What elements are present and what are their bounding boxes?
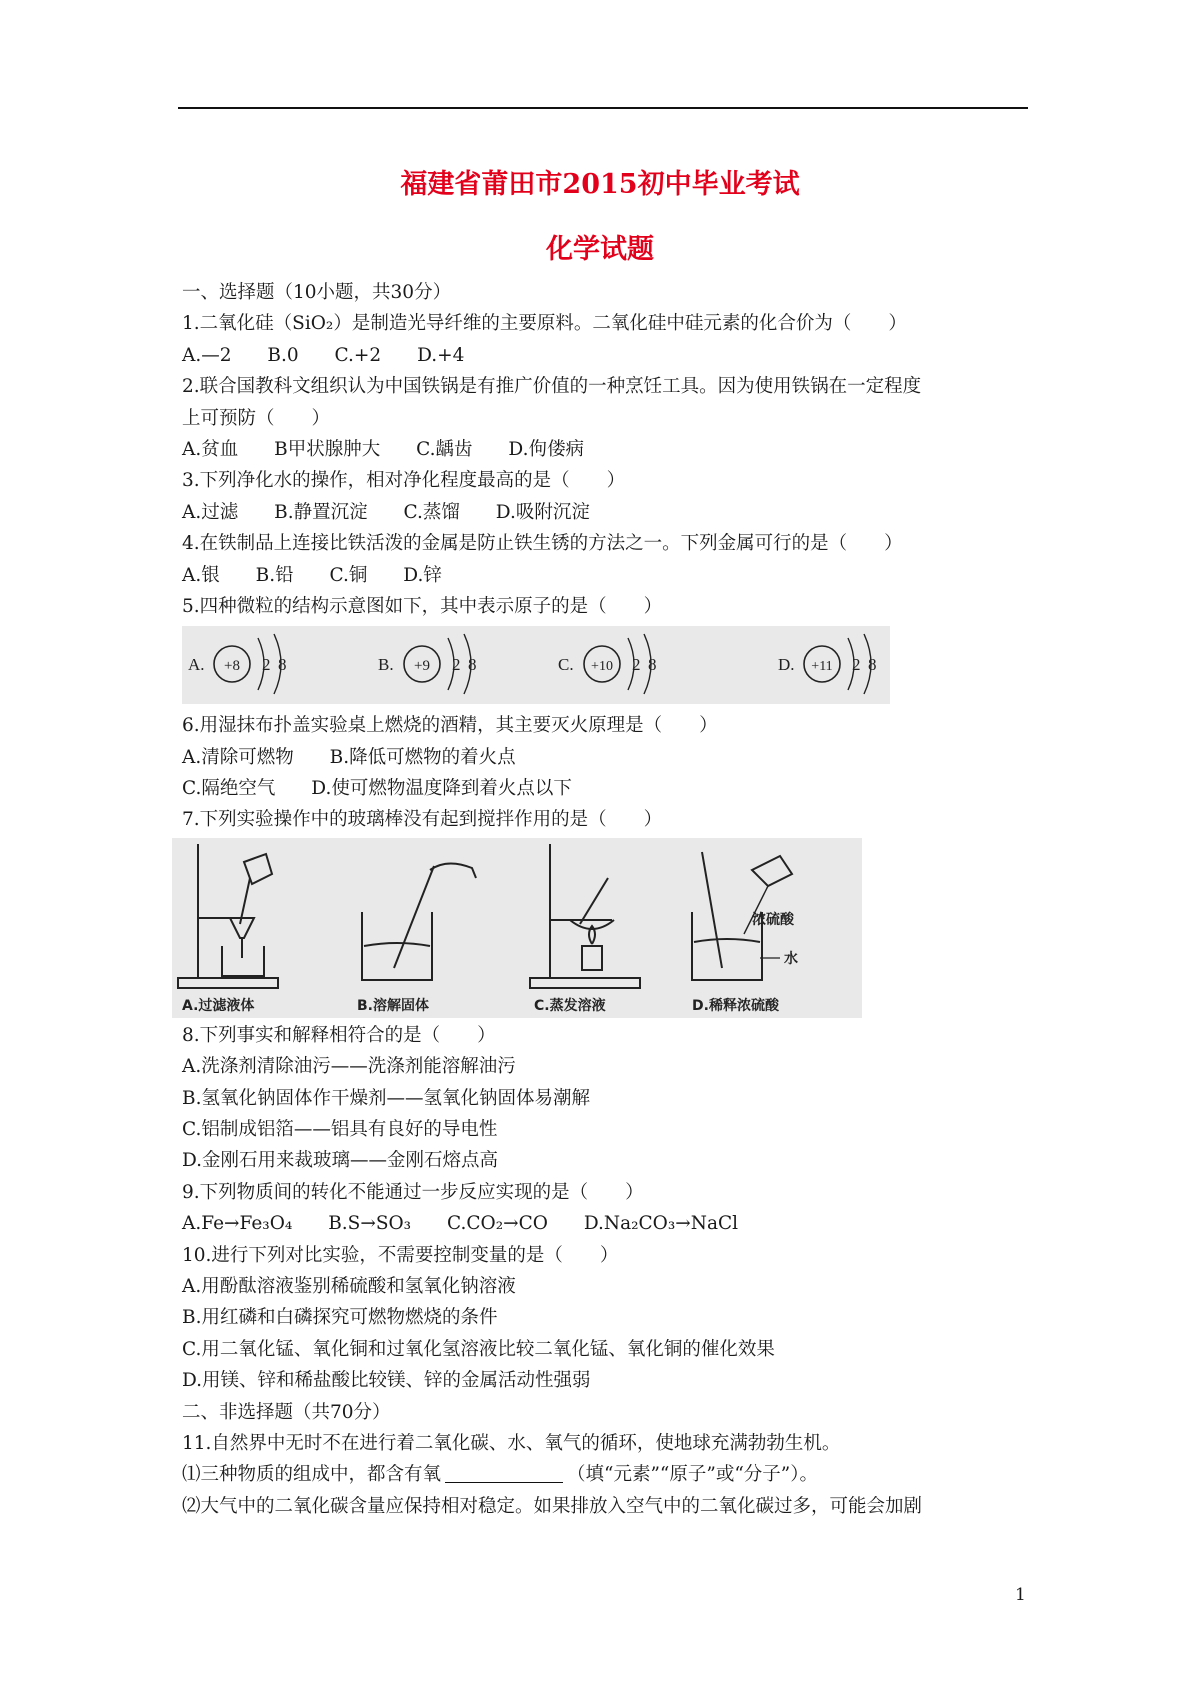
page-number: 1 (1015, 1585, 1026, 1605)
option: B.S→SO₃ (328, 1213, 412, 1235)
option: B甲状腺肿大 (274, 438, 381, 460)
nucleus-charge: +8 (224, 658, 240, 675)
option: C.用二氧化锰、氧化铜和过氧化氢溶液比较二氧化锰、氧化铜的催化效果 (182, 1338, 775, 1360)
shell-electrons: 8 (648, 655, 657, 675)
option: A.洗涤剂清除油污——洗涤剂能溶解油污 (182, 1056, 516, 1078)
option: C.CO₂→CO (447, 1213, 548, 1235)
option-row (182, 434, 1030, 465)
option: B.氢氧化钠固体作干燥剂——氢氧化钠固体易潮解 (182, 1087, 590, 1109)
option: C.+2 (334, 344, 382, 366)
question-stem: 5.四种微粒的结构示意图如下，其中表示原子的是（ ） (182, 595, 663, 617)
option: B.铅 (255, 564, 294, 586)
label-water: 水 (784, 950, 798, 967)
answer-blank[interactable] (445, 1462, 563, 1483)
option: C.蒸馏 (403, 501, 460, 523)
glass-rod (702, 852, 722, 968)
option: D.Na₂CO₃→NaCl (583, 1213, 739, 1235)
question-part (182, 1459, 1030, 1490)
stand-base (178, 978, 278, 988)
question-stem: 8.下列事实和解释相符合的是（ ） (182, 1024, 496, 1046)
funnel (230, 918, 254, 938)
figure-caption: C.蒸发溶液 (534, 997, 606, 1014)
question-stem: 上可预防（ ） (182, 407, 331, 429)
option: A.Fe→Fe₃O₄ (182, 1213, 293, 1235)
option-row (182, 560, 1030, 591)
particle-label: C. (558, 655, 574, 675)
lab-operations-figure (172, 838, 862, 1018)
question-stem: 3.下列净化水的操作，相对净化程度最高的是（ ） (182, 470, 626, 492)
option: B.降低可燃物的着火点 (329, 746, 516, 768)
shell-electrons: 2 (632, 655, 641, 675)
option-row (182, 1208, 1030, 1239)
figure-caption: A.过滤液体 (182, 997, 255, 1014)
particle-label: D. (778, 655, 795, 675)
option: C.龋齿 (416, 438, 473, 460)
alcohol-lamp (582, 946, 602, 970)
glass-rod (394, 866, 434, 968)
figure-caption: D.稀释浓硫酸 (692, 997, 779, 1014)
option-row (182, 773, 1030, 804)
nucleus-charge: +11 (811, 659, 833, 675)
option: D.金刚石用来裁玻璃——金刚石熔点高 (182, 1150, 499, 1172)
question-stem: 1.二氧化硅（SiO₂）是制造光导纤维的主要原料。二氧化硅中硅元素的化合价为（ ） (182, 313, 907, 335)
shell-electrons: 2 (852, 655, 861, 675)
option: A.用酚酞溶液鉴别稀硫酸和氢氧化钠溶液 (182, 1275, 516, 1297)
option: D.锌 (403, 564, 442, 586)
option: B.用红磷和白磷探究可燃物燃烧的条件 (182, 1307, 498, 1329)
header-rule (178, 107, 1028, 109)
option: B.静置沉淀 (274, 501, 368, 523)
question-stem: 4.在铁制品上连接比铁活泼的金属是防止铁生锈的方法之一。下列金属可行的是（ ） (182, 533, 903, 555)
question-stem: 7.下列实验操作中的玻璃棒没有起到搅拌作用的是（ ） (182, 809, 663, 831)
option: D.吸附沉淀 (495, 501, 590, 523)
exam-title: 福建省莆田市2015初中毕业考试 (400, 169, 800, 200)
option: A.—2 (182, 344, 232, 366)
nucleus-charge: +9 (414, 658, 430, 675)
section-heading: 一、选择题（10小题，共30分） (182, 282, 452, 303)
option: A.清除可燃物 (182, 746, 294, 768)
question-stem: 6.用湿抹布扑盖实验桌上燃烧的酒精，其主要灭火原理是（ ） (182, 715, 718, 737)
shell-electrons: 8 (468, 655, 477, 675)
option-row (182, 340, 1030, 371)
acid-bottle (752, 856, 792, 886)
glass-rod (580, 878, 608, 924)
question-stem: 9.下列物质间的转化不能通过一步反应实现的是（ ） (182, 1181, 644, 1203)
option: C.铝制成铝箔——铝具有良好的导电性 (182, 1119, 498, 1141)
beaker (362, 912, 432, 980)
pouring-beaker (244, 854, 272, 884)
question-part: ⑵大气中的二氧化碳含量应保持相对稳定。如果排放入空气中的二氧化碳过多，可能会加剧 (182, 1495, 923, 1517)
shell-electrons: 8 (868, 655, 877, 675)
option: D.佝偻病 (508, 438, 584, 460)
question-stem: 2.联合国教科文组织认为中国铁锅是有推广价值的一种烹饪工具。因为使用铁锅在一定程度 (182, 376, 922, 398)
atomic-structure-figure (182, 626, 890, 704)
section-heading: 二、非选择题（共70分） (182, 1401, 391, 1423)
option: A.过滤 (182, 501, 239, 523)
part-text: ⑴三种物质的组成中，都含有氧 (182, 1464, 442, 1486)
option: C.铜 (329, 564, 368, 586)
option: D.用镁、锌和稀盐酸比较镁、锌的金属活动性强弱 (182, 1370, 591, 1392)
atomic-structure-diagram (182, 626, 890, 704)
shell-electrons: 2 (262, 655, 271, 675)
question-stem: 10.进行下列对比实验，不需要控制变量的是（ ） (182, 1244, 619, 1266)
option-row (182, 497, 1030, 528)
shell-electrons: 2 (452, 655, 461, 675)
exam-subtitle: 化学试题 (546, 234, 654, 265)
option: A.银 (182, 564, 220, 586)
nucleus-charge: +10 (591, 659, 613, 675)
stand-base (530, 978, 640, 988)
shell-electrons: 8 (278, 655, 287, 675)
option: B.0 (267, 344, 299, 366)
exam-body (182, 277, 1030, 1522)
question-stem: 11.自然界中无时不在进行着二氧化碳、水、氧气的循环，使地球充满勃勃生机。 (182, 1432, 841, 1454)
part-text: （填“元素”“原子”或“分子”）。 (567, 1464, 819, 1486)
option: D.+4 (417, 344, 465, 366)
particle-label: B. (378, 655, 394, 675)
figure-caption: B.溶解固体 (357, 997, 429, 1014)
option: A.贫血 (182, 438, 239, 460)
particle-label: A. (188, 655, 205, 675)
option-row (182, 742, 1030, 773)
hand (430, 863, 476, 878)
label-concentrated-acid: 浓硫酸 (752, 911, 794, 928)
option: D.使可燃物温度降到着火点以下 (311, 778, 572, 800)
option: C.隔绝空气 (182, 778, 276, 800)
lab-operations-diagram (172, 838, 862, 1018)
